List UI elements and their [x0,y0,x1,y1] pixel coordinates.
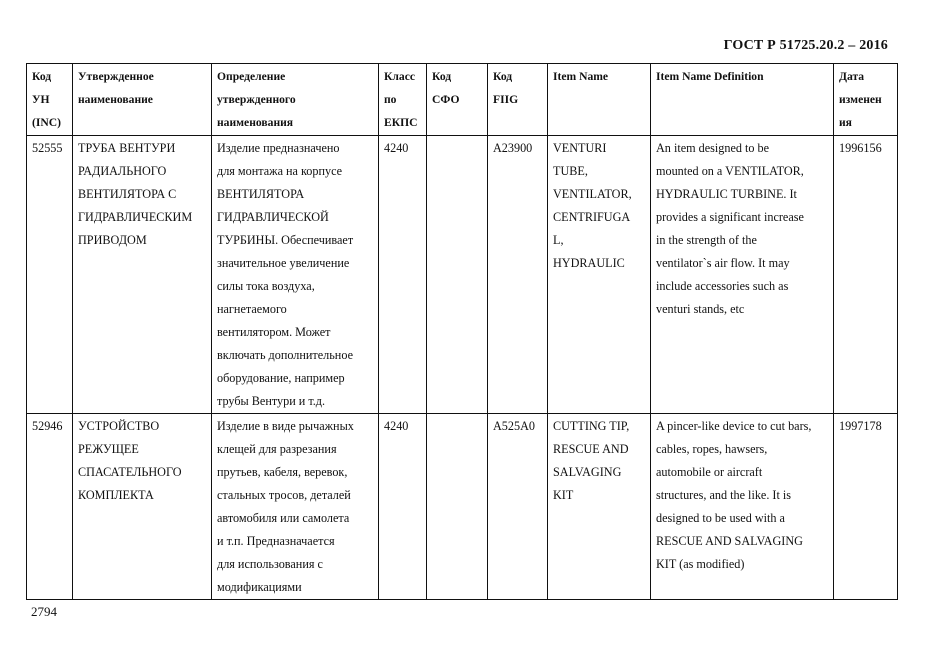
column-header-line: Определение [217,70,286,83]
cell-name-definition-line: значительное увеличение [217,256,350,270]
cell-fiig-code [488,136,548,414]
cell-ekps-class [379,414,427,600]
cell-item-name-line: CUTTING TIP, [553,419,630,433]
column-header-line: по [384,93,397,106]
cell-item-name [548,136,651,414]
cell-name-definition-line: прутьев, кабеля, веревок, [217,465,348,479]
cell-item-name-definition [651,414,834,600]
column-header-line: Код [493,70,513,83]
column-header-item-name-definition [651,64,834,136]
column-header-approved-name [73,64,212,136]
page-number: 2794 [31,604,57,619]
cell-item-name-definition-line: HYDRAULIC TURBINE. It [656,187,797,201]
column-header-name-definition [212,64,379,136]
column-header-line: наименование [78,93,153,106]
cell-name-definition-line: Изделие в виде рычажных [217,419,354,433]
table-header-row [27,64,898,136]
cell-item-name-line: TUBE, [553,164,588,178]
cell-sfo-code [427,414,488,600]
cell-item-name-definition-line: ventilator`s air flow. It may [656,256,790,270]
cell-item-name-line: RESCUE AND [553,442,629,456]
cell-name-definition-line: оборудование, например [217,371,345,385]
cell-approved-name-line: СПАСАТЕЛЬНОГО [78,465,182,479]
column-header-fiig-code [488,64,548,136]
cell-inc-code [27,414,73,600]
cell-name-definition-line: силы тока воздуха, [217,279,315,293]
column-header-line: Класс [384,70,415,83]
cell-item-name-line: HYDRAULIC [553,256,625,270]
cell-approved-name-line: КОМПЛЕКТА [78,488,154,502]
cell-item-name-definition-line: designed to be used with a [656,511,785,525]
column-header-line: Item Name Definition [656,70,764,83]
column-header-item-name [548,64,651,136]
column-header-change-date [834,64,898,136]
table-row [27,414,898,600]
document-standard-number: ГОСТ Р 51725.20.2 – 2016 [723,38,888,53]
cell-item-name-line: KIT [553,488,574,502]
cell-approved-name-line: РАДИАЛЬНОГО [78,164,167,178]
cell-ekps-class [379,136,427,414]
column-header-line: FIIG [493,93,519,106]
cell-name-definition-line: ТУРБИНЫ. Обеспечивает [217,233,354,247]
cell-name-definition-line: нагнетаемого [217,302,287,316]
cell-change-date [834,414,898,600]
cell-approved-name-line: ПРИВОДОМ [78,233,147,247]
cell-ekps-class-line: 4240 [384,419,409,433]
cell-inc-code [27,136,73,414]
column-header-line: Дата [839,70,865,83]
cell-name-definition-line: ГИДРАВЛИЧЕСКОЙ [217,210,329,224]
column-header-line: Код [32,70,52,83]
column-header-line: ия [839,116,852,129]
cell-name-definition [212,414,379,600]
cell-item-name-line: SALVAGING [553,465,622,479]
cell-item-name-line: L, [553,233,564,247]
cell-item-name-definition-line: venturi stands, etc [656,302,745,316]
cell-name-definition-line: Изделие предназначено [217,141,340,155]
cell-name-definition-line: включать дополнительное [217,348,353,362]
column-header-sfo-code [427,64,488,136]
cell-inc-code-line: 52946 [32,419,63,433]
column-header-line: утвержденного [217,93,296,106]
cell-name-definition-line: вентилятором. Может [217,325,331,339]
cell-name-definition-line: ВЕНТИЛЯТОРА [217,187,305,201]
cell-approved-name [73,414,212,600]
column-header-line: ЕКПС [384,116,418,129]
cell-name-definition-line: и т.п. Предназначается [217,534,335,548]
cell-name-definition-line: для использования с [217,557,323,571]
cell-name-definition-line: стальных тросов, деталей [217,488,351,502]
cell-item-name-line: VENTURI [553,141,607,155]
cell-approved-name-line: ТРУБА ВЕНТУРИ [78,141,176,155]
column-header-line: Утвержденное [78,70,154,83]
cell-name-definition-line: модификациями [217,580,302,594]
cell-change-date-line: 1996156 [839,141,882,155]
column-header-line: СФО [432,93,460,106]
cell-name-definition-line: трубы Вентури и т.д. [217,394,326,408]
cell-change-date-line: 1997178 [839,419,882,433]
cell-item-name-line: CENTRIFUGA [553,210,631,224]
cell-approved-name-line: ГИДРАВЛИЧЕСКИМ [78,210,193,224]
cell-change-date [834,136,898,414]
cell-name-definition [212,136,379,414]
cell-item-name-definition-line: automobile or aircraft [656,465,763,479]
column-header-line: Item Name [553,70,609,83]
column-header-line: изменен [839,93,882,106]
cell-item-name [548,414,651,600]
cell-ekps-class-line: 4240 [384,141,409,155]
cell-approved-name-line: РЕЖУЩЕЕ [78,442,139,456]
cell-item-name-definition [651,136,834,414]
cell-item-name-line: VENTILATOR, [553,187,632,201]
cell-item-name-definition-line: A pincer-like device to cut bars, [656,419,812,433]
cell-approved-name-line: УСТРОЙСТВО [78,419,160,433]
cell-name-definition-line: клещей для разрезания [217,442,337,456]
cell-fiig-code-line: A525A0 [493,419,535,433]
column-header-ekps-class [379,64,427,136]
cell-sfo-code [427,136,488,414]
cell-name-definition-line: автомобиля или самолета [217,511,350,525]
cell-item-name-definition-line: cables, ropes, hawsers, [656,442,768,456]
column-header-line: УН [32,93,50,106]
cell-approved-name [73,136,212,414]
cell-fiig-code-line: A23900 [493,141,533,155]
cell-fiig-code [488,414,548,600]
item-name-registry-table [26,63,898,600]
cell-item-name-definition-line: mounted on a VENTILATOR, [656,164,804,178]
cell-item-name-definition-line: KIT (as modified) [656,557,745,571]
table-row [27,136,898,414]
cell-item-name-definition-line: provides a significant increase [656,210,804,224]
cell-item-name-definition-line: RESCUE AND SALVAGING [656,534,803,548]
column-header-line: Код [432,70,452,83]
cell-item-name-definition-line: structures, and the like. It is [656,488,792,502]
cell-item-name-definition-line: in the strength of the [656,233,757,247]
cell-name-definition-line: для монтажа на корпусе [217,164,343,178]
column-header-line: (INC) [32,116,61,129]
cell-item-name-definition-line: include accessories such as [656,279,789,293]
column-header-inc-code [27,64,73,136]
cell-item-name-definition-line: An item designed to be [656,141,770,155]
cell-approved-name-line: ВЕНТИЛЯТОРА С [78,187,177,201]
column-header-line: наименования [217,116,294,129]
cell-inc-code-line: 52555 [32,141,63,155]
